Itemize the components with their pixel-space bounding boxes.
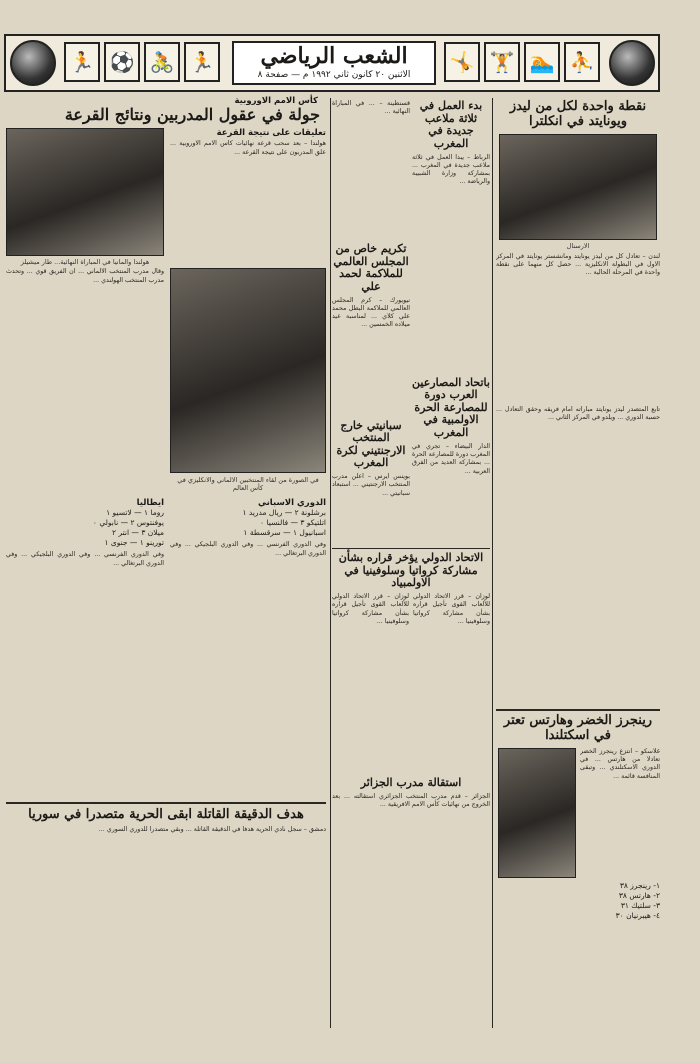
kicker: كأس الامم الاوروبية [234, 96, 318, 106]
sprinter-icon: 🏃 [184, 42, 220, 82]
article-body: لندن – تعادل كل من ليدز يونايتد ومانشستر يونايتد في المركز الاول في البطولة الانكليزية ... حصل كل منهما على نقطة واحدة في المرحلة الحالية ... [496, 252, 660, 277]
olympics-text [332, 593, 490, 773]
article-body-3: غلاسكو – انتزع رينجرز الخضر تعادلا من هارتس ... في الدوري الاسكتلندي ... وتبقى المنافسة قائمة ... [580, 747, 660, 780]
top-photo-row [6, 128, 326, 268]
standing-row: ٣- سلتيك ٣١ [620, 900, 660, 910]
article-body: الرباط – يبدأ العمل في ثلاثة ملاعب جديدة في المغرب ... بمشاركة وزارة الشبيبة والرياضة ... [412, 153, 490, 186]
score-line: تورينو ١ — جنوى ١ [104, 538, 164, 548]
subheadline-spain: الدوري الاسباني [258, 498, 326, 509]
article-body-3: وفي الدوري الفرنسي ... وفي الدوري البلجيكي ... وفي الدوري البرتغالي ... [6, 551, 164, 567]
date-line: الاثنين ٢٠ كانون ثاني ١٩٩٢ م — صفحة ٨ [257, 70, 411, 80]
score-line: ميلان ٣ — انتر ٢ [112, 528, 164, 538]
team-photo [499, 134, 657, 240]
article-body-4: لوزان – قرر الاتحاد الدولي للألعاب القوى تأجيل قراره بشأن مشاركة كرواتيا وسلوفينيا ... [332, 592, 409, 625]
article-body-2: بوينس ايرس – اعلن مدرب المنتخب الارجنتيني ... استبعاد سبانيتي ... [332, 473, 410, 497]
score-line: برشلونة ٢ — ريال مدريد ١ [242, 508, 326, 518]
standings-list [496, 881, 660, 921]
article-body-5: الجزائر – قدم مدرب المنتخب الجزائري استقالته ... بعد الخروج من نهائيات كأس الامم الافريقية ... [332, 792, 490, 808]
headline-morocco-stadiums: بدء العمل في ثلاثة ملاعب جديدة في المغرب [419, 99, 483, 150]
spain-results [170, 498, 326, 771]
article-body: نيويورك – كرم المجلس العالمي للملاكمة البطل محمد علي كلاي ... لمناسبة عيد ميلاده الخمسين ... [332, 296, 410, 329]
runner-icon: 🏃 [64, 42, 100, 82]
masthead [4, 34, 660, 92]
action-photo-caption: في الصورة من لقاء المنتخبين الالماني والانكليزي في كأس العالم [177, 476, 319, 493]
headline-boxing-honor: تكريم خاص من المجلس العالمي للملاكمة لحمد علي [333, 242, 409, 293]
player-photo [498, 748, 576, 878]
headline-syria: هدف الدقيقة القاتلة ابقى الحرية متصدرا في سوريا [28, 807, 304, 823]
score-line: يوفنتوس ٢ — نابولي ٠ [92, 518, 164, 528]
standing-row: ٢- هارتس ٣٨ [618, 890, 660, 900]
article-body-2: تابع المتصدر ليدز يونايتد مباراته امام فريقه وحقق التعادل ... حسبة الدوري ... ويلدو في المركز الثاني ... [496, 405, 660, 422]
article-body-3: لوزان – قرر الاتحاد الدولي للألعاب القوى تأجيل قراره بشأن مشاركة كرواتيا وسلوفينيا ... [413, 592, 490, 625]
italy-results [6, 498, 164, 771]
divider [332, 548, 490, 549]
draw-comments [170, 128, 326, 250]
football-icon [10, 40, 56, 86]
article-body-syria: دمشق – سجل نادي الحرية هدفا في الدقيقة القاتلة ... وبقي متصدرا للدوري السوري ... [98, 826, 326, 834]
headline-rangers: رينجرز الخضر وهارتس تعتر في اسكتلندا [503, 712, 653, 743]
headline-leeds-united: نقطة واحدة لكل من ليدز ويونايتد في انكلترا [509, 99, 647, 129]
swimmer-icon: 🏊 [524, 42, 560, 82]
column-2 [412, 96, 490, 623]
headline-olympics: الاتحاد الدولي يؤخر قراره بشأن مشاركة كرواتيا وسلوفينيا في الاولمبياد [338, 551, 484, 590]
column-1 [496, 96, 660, 921]
goalkeeper-icon: ⚽ [104, 42, 140, 82]
mid-row [6, 268, 326, 498]
headline-argentina: سبانيتي خارج المنتخب الارجنتيني لكرة المغرب [336, 418, 406, 470]
photo-caption: هولندا والمانيا في المباراة النهائية... طار ميشيلز [20, 258, 150, 267]
standing-row: ١- رينجرز ٣٨ [619, 880, 660, 890]
action-photo [170, 268, 326, 473]
standing-row: ٤- هيبرنيان ٣٠ [615, 910, 660, 920]
article-body-intro: قسنطينة – ... في المباراة النهائية ... [332, 100, 410, 116]
high-jump-icon: 🤸 [444, 42, 480, 82]
column-rule [492, 98, 493, 1028]
athlete-icon: 🏋 [484, 42, 520, 82]
score-line: اسبانيول ١ — سرقسطة ١ [243, 528, 326, 538]
subheadline-draw: تعليقات على نتيجة القرعة [216, 128, 326, 139]
article-body-4: وفي الدوري الفرنسي ... وفي الدوري البلجيكي ... وفي الدوري البرتغالي ... [170, 541, 326, 557]
column-4 [6, 96, 326, 976]
subheadline-italy: ايطاليا [136, 498, 164, 509]
column-rule [330, 98, 331, 1028]
football-ball-icon [609, 40, 655, 86]
match-photo [6, 128, 164, 256]
article-body: هولندا – بعد سحب قرعة نهائيات كأس الامم الاوروبية ... علق المدربون على نتيجة القرعة ... [170, 140, 326, 156]
results-row [6, 498, 326, 798]
olympics-block [332, 548, 490, 1013]
divider [6, 802, 326, 804]
football-player-icon: ⛹ [564, 42, 600, 82]
headline-euro-cup: جولة في عقول المدربين ونتائج القرعة [64, 105, 320, 124]
score-line: روما ١ — لاتسيو ١ [106, 508, 164, 518]
article-body-2: وقال مدرب المنتخب الالماني ... ان الفريق قوي ... وتحدث مدرب المنتخب الهولندي ... [6, 268, 164, 284]
column-3 [332, 96, 410, 623]
newspaper-logo [232, 41, 436, 85]
article-body-2: الدار البيضاء – تجري في المغرب دورة للمصارعة الحرة ... بمشاركة العديد من الفرق العربية ... [412, 442, 490, 475]
page-title: الشعب الرياضي [260, 43, 408, 69]
divider [496, 709, 660, 711]
headline-algeria-coach: استقالة مدرب الجزائر [360, 775, 462, 789]
cyclist-icon: 🚴 [144, 42, 180, 82]
rangers-block [496, 748, 660, 878]
score-line: اتلتيكو ٣ — فالنسيا ٠ [260, 518, 326, 528]
headline-wrestling: باتحاد المصارعين العرب دورة للمصارعة الحرة الاولمبية في المغرب [412, 375, 490, 440]
photo-caption: الارسنال [566, 241, 590, 250]
